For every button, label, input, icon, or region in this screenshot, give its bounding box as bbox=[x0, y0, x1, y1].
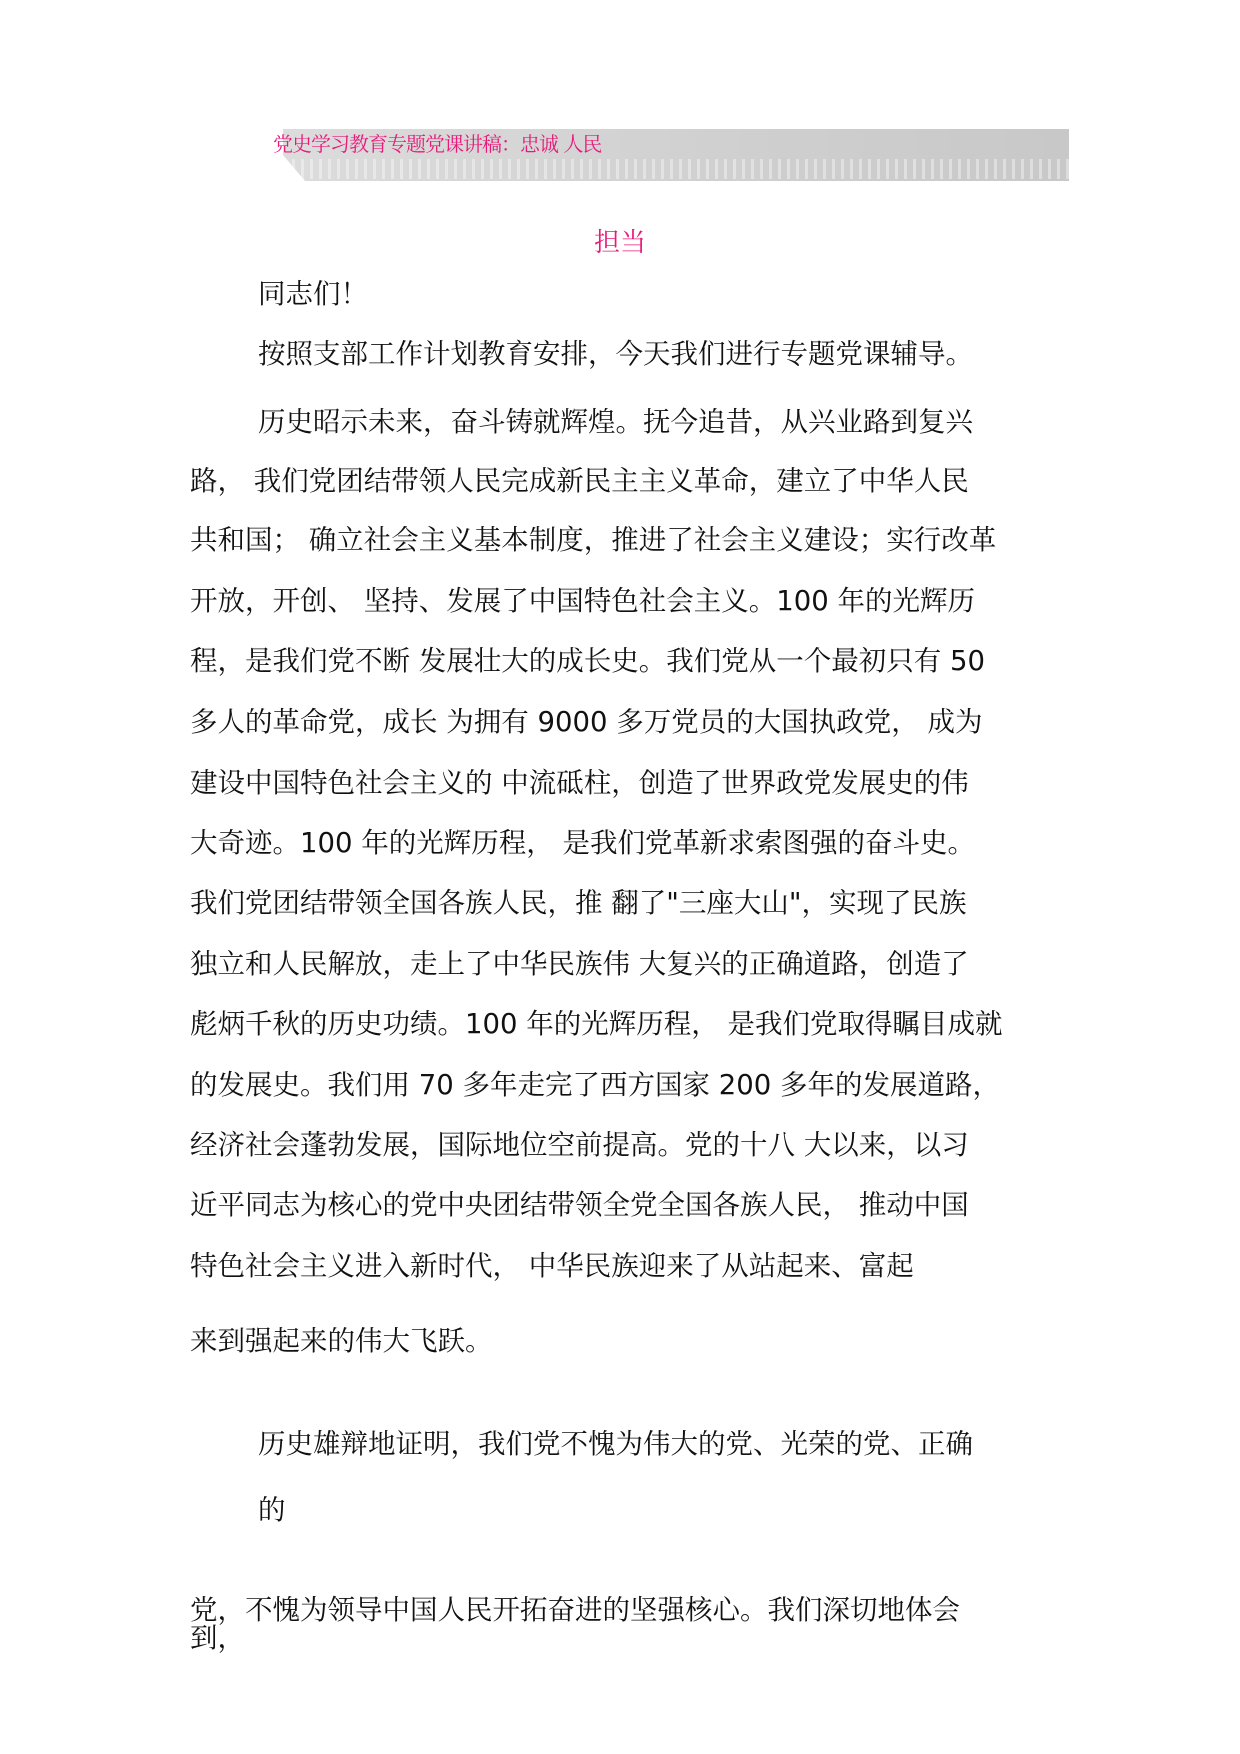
salutation: 同志们！ bbox=[258, 278, 368, 310]
header-banner-text: 党史学习教育专题党课讲稿：忠诚 人民 bbox=[273, 132, 602, 156]
paragraph-line: 大奇迹。100 年的光辉历程， 是我们党革新求索图强的奋斗史。 bbox=[190, 827, 975, 859]
paragraph-line: 多人的革命党，成长 为拥有 9000 多万党员的大国执政党， 成为 bbox=[190, 706, 983, 738]
document-title: 担当 bbox=[593, 228, 646, 258]
paragraph-line: 的发展史。我们用 70 多年走完了西方国家 200 多年的发展道路， bbox=[190, 1069, 1000, 1101]
paragraph-line: 到， bbox=[190, 1622, 245, 1654]
intro-line: 按照支部工作计划教育安排，今天我们进行专题党课辅导。 bbox=[258, 338, 973, 370]
paragraph-line: 党，不愧为领导中国人民开拓奋进的坚强核心。我们深切地体会 bbox=[190, 1594, 960, 1626]
paragraph-line: 路， 我们党团结带领人民完成新民主主义革命，建立了中华人民 bbox=[190, 465, 969, 497]
paragraph-line: 经济社会蓬勃发展，国际地位空前提高。党的十八 大以来，以习 bbox=[190, 1129, 969, 1161]
paragraph-line: 历史雄辩地证明，我们党不愧为伟大的党、光荣的党、正确 bbox=[258, 1428, 973, 1460]
paragraph-line: 彪炳千秋的历史功绩。100 年的光辉历程， 是我们党取得瞩目成就 bbox=[190, 1008, 1003, 1040]
paragraph-line: 近平同志为核心的党中央团结带领全党全国各族人民， 推动中国 bbox=[190, 1189, 969, 1221]
paragraph-line: 历史昭示未来，奋斗铸就辉煌。抚今追昔，从兴业路到复兴 bbox=[258, 406, 973, 438]
paragraph-line: 开放，开创、 坚持、发展了中国特色社会主义。100 年的光辉历 bbox=[190, 585, 975, 617]
paragraph-line: 独立和人民解放，走上了中华民族伟 大复兴的正确道路，创造了 bbox=[190, 948, 969, 980]
paragraph-line: 程，是我们党不断 发展壮大的成长史。我们党从一个最初只有 50 bbox=[190, 645, 985, 677]
paragraph-line: 特色社会主义进入新时代， 中华民族迎来了从站起来、富起 bbox=[190, 1250, 914, 1282]
paragraph-line: 的 bbox=[258, 1494, 286, 1526]
paragraph-line: 来到强起来的伟大飞跃。 bbox=[190, 1325, 493, 1357]
paragraph-line: 建设中国特色社会主义的 中流砥柱，创造了世界政党发展史的伟 bbox=[190, 767, 969, 799]
paragraph-line: 共和国； 确立社会主义基本制度，推进了社会主义建设；实行改革 bbox=[190, 524, 997, 556]
paragraph-line: 我们党团结带领全国各族人民，推 翻了"三座大山"，实现了民族 bbox=[190, 887, 967, 919]
